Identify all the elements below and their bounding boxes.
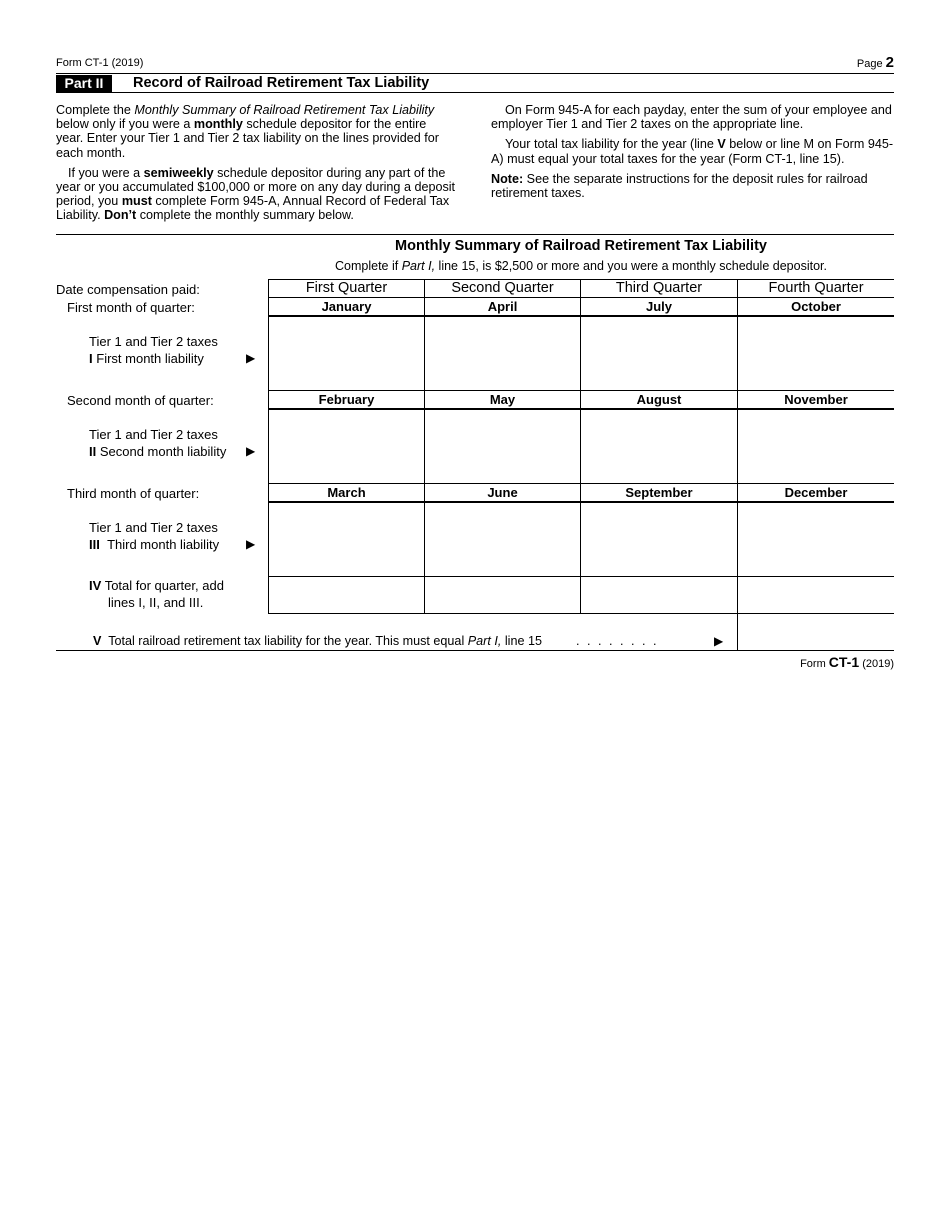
quarter-header-2: Second Quarter — [451, 280, 554, 296]
grid-rule-v-bottom — [56, 650, 894, 651]
quarter-header-3: Third Quarter — [615, 280, 703, 296]
intro-right-p3: Note: See the separate instructions for the deposit rules for railroad retirement taxes. — [491, 171, 868, 201]
month-april: April — [487, 299, 518, 314]
page-number-value: 2 — [885, 54, 894, 71]
intro-left-p1: Complete the Monthly Summary of Railroad Retirement Tax Liability below only if you were a monthly schedule depositor for the entire year. Enter your Tier 1 and Tier 2 tax liability on the lines provided for each month. — [56, 103, 439, 160]
grid-rule-ii-bottom — [268, 483, 894, 484]
form-footer — [800, 654, 894, 670]
line-iii-q2-field[interactable] — [425, 503, 580, 576]
month-july: July — [645, 299, 672, 314]
grid-rule-q-bottom — [268, 297, 894, 298]
line-iv-q3-field[interactable] — [581, 577, 737, 613]
line-v-leader-dots: . . . . . . . . — [576, 634, 659, 648]
line-iv-label-2: lines I, II, and III. — [108, 595, 204, 610]
quarter-header-1: First Quarter — [305, 280, 388, 296]
footer-form-name: CT-1 — [828, 654, 860, 670]
page-label: Page — [856, 58, 883, 70]
month-may: May — [489, 392, 516, 407]
line-i-label: I First month liability — [89, 351, 204, 366]
intro-left-p2: If you were a semiweekly schedule depositor during any part of the year or you accumulated $100,000 or more on any day during a deposit period, you must complete Form 945-A, Annual Record of Federal Tax Liability. Don’t complete the monthly summary below. — [56, 165, 456, 223]
line-iv-q4-field[interactable] — [738, 577, 894, 613]
month-february: February — [318, 392, 375, 407]
month-january: January — [321, 299, 372, 314]
summary-subtitle: Complete if Part I, line 15, is $2,500 or more and you were a monthly schedule depositor. — [335, 259, 827, 273]
month-november: November — [784, 392, 848, 407]
quarter-header-4: Fourth Quarter — [768, 280, 864, 296]
line-i-q4-field[interactable] — [738, 317, 894, 390]
line-ii-q1-field[interactable] — [269, 410, 424, 483]
line-ii-q2-field[interactable] — [425, 410, 580, 483]
month-october: October — [791, 299, 841, 314]
line-i-arrow-icon: ▶ — [246, 351, 256, 365]
form-id-header: Form CT-1 (2019) — [56, 57, 144, 69]
line-ii-label: II Second month liability — [89, 444, 227, 459]
line-iv-q1-field[interactable] — [269, 577, 424, 613]
line-i-desc: Tier 1 and Tier 2 taxes — [89, 334, 218, 349]
month-june: June — [487, 485, 518, 500]
footer-form-year: (2019) — [862, 658, 894, 670]
line-iv-q2-field[interactable] — [425, 577, 580, 613]
first-month-label: First month of quarter: — [67, 300, 195, 315]
line-ii-q4-field[interactable] — [738, 410, 894, 483]
line-i-q2-field[interactable] — [425, 317, 580, 390]
line-iii-desc: Tier 1 and Tier 2 taxes — [89, 520, 218, 535]
third-month-label: Third month of quarter: — [67, 486, 200, 501]
line-ii-arrow-icon: ▶ — [246, 444, 256, 458]
line-v-label: V Total railroad retirement tax liability for the year. This must equal Part I, line 15 — [93, 634, 542, 648]
line-iii-label: III Third month liability — [89, 537, 220, 552]
line-v-arrow-icon: ▶ — [714, 634, 724, 648]
intro-right-p1: On Form 945-A for each payday, enter the sum of your employee and employer Tier 1 and Tier 2 taxes on the appropriate line. — [491, 103, 892, 132]
part-badge: Part II — [56, 75, 112, 92]
grid-rule-i-bottom — [268, 390, 894, 391]
intro-right-p2: Your total tax liability for the year (line V below or line M on Form 945-A) must equal your total taxes for the year (Form CT-1, line 15). — [491, 137, 894, 166]
line-ii-desc: Tier 1 and Tier 2 taxes — [89, 427, 218, 442]
header-rule — [56, 73, 894, 74]
date-compensation-label: Date compensation paid: — [56, 282, 200, 297]
intro-right — [491, 103, 894, 206]
line-iii-q3-field[interactable] — [581, 503, 737, 576]
line-iv-label: IV Total for quarter, add — [89, 578, 224, 593]
footer-form-word: Form — [800, 658, 826, 670]
line-ii-q3-field[interactable] — [581, 410, 737, 483]
line-iii-q4-field[interactable] — [738, 503, 894, 576]
month-september: September — [625, 485, 693, 500]
line-v-total-field[interactable] — [738, 614, 894, 650]
part-title: Record of Railroad Retirement Tax Liability — [133, 75, 430, 91]
part-rule — [56, 92, 894, 93]
intro-left — [56, 103, 456, 229]
line-iii-q1-field[interactable] — [269, 503, 424, 576]
month-march: March — [327, 485, 366, 500]
line-i-q1-field[interactable] — [269, 317, 424, 390]
month-august: August — [636, 392, 682, 407]
month-december: December — [784, 485, 848, 500]
second-month-label: Second month of quarter: — [67, 393, 214, 408]
line-iii-arrow-icon: ▶ — [246, 537, 256, 551]
page-number — [857, 54, 894, 71]
summary-top-rule — [56, 234, 894, 235]
summary-title: Monthly Summary of Railroad Retirement Tax Liability — [395, 238, 767, 254]
line-i-q3-field[interactable] — [581, 317, 737, 390]
